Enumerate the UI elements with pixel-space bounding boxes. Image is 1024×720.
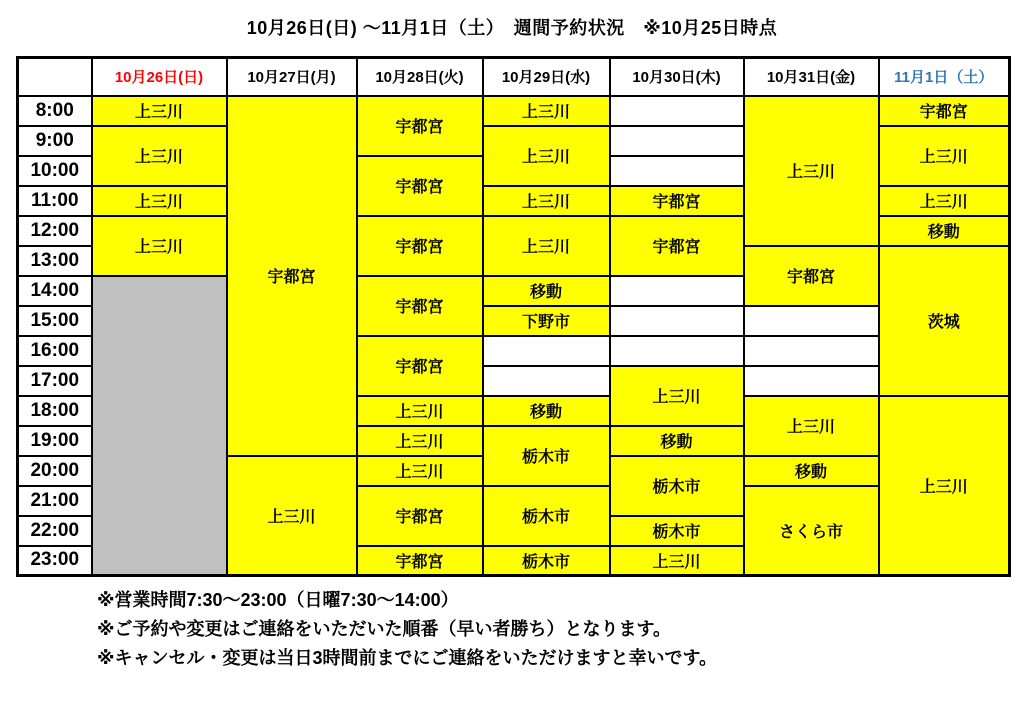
schedule-row xyxy=(18,96,1010,126)
time-label-15: 23:00 xyxy=(18,546,92,576)
schedule-cell: 宇都宮 xyxy=(357,96,483,156)
weekly-schedule-table xyxy=(16,56,1011,577)
header-date-2: 10月28日(火) xyxy=(357,58,483,96)
schedule-cell: 宇都宮 xyxy=(357,546,483,576)
schedule-cell: 栃木市 xyxy=(483,426,610,486)
header-row xyxy=(18,58,1010,96)
schedule-cell: 栃木市 xyxy=(610,456,744,516)
schedule-cell: 上三川 xyxy=(357,456,483,486)
schedule-cell: 宇都宮 xyxy=(357,156,483,216)
schedule-cell: 上三川 xyxy=(92,96,227,126)
time-label-11: 19:00 xyxy=(18,426,92,456)
schedule-cell: 上三川 xyxy=(357,426,483,456)
time-label-13: 21:00 xyxy=(18,486,92,516)
schedule-cell xyxy=(92,276,227,576)
schedule-cell: 宇都宮 xyxy=(744,246,879,306)
schedule-cell: 上三川 xyxy=(744,396,879,456)
time-label-4: 12:00 xyxy=(18,216,92,246)
schedule-cell: 栃木市 xyxy=(483,546,610,576)
footnotes xyxy=(97,586,1024,673)
schedule-cell: 上三川 xyxy=(227,456,357,576)
time-label-14: 22:00 xyxy=(18,516,92,546)
time-label-8: 16:00 xyxy=(18,336,92,366)
schedule-cell xyxy=(610,276,744,306)
schedule-cell: 移動 xyxy=(483,396,610,426)
time-label-1: 9:00 xyxy=(18,126,92,156)
schedule-page xyxy=(0,14,1024,673)
schedule-cell: 上三川 xyxy=(483,216,610,276)
schedule-cell xyxy=(483,366,610,396)
schedule-cell: 上三川 xyxy=(610,546,744,576)
schedule-cell: 上三川 xyxy=(483,126,610,186)
schedule-cell: 上三川 xyxy=(744,96,879,246)
schedule-cell: 栃木市 xyxy=(483,486,610,546)
schedule-cell: 移動 xyxy=(744,456,879,486)
schedule-cell: 茨城 xyxy=(879,246,1010,396)
footnote-business-hours: ※営業時間7:30～23:00（日曜7:30～14:00） xyxy=(97,590,459,610)
header-date-0: 10月26日(日) xyxy=(92,58,227,96)
time-label-10: 18:00 xyxy=(18,396,92,426)
schedule-cell: 上三川 xyxy=(92,216,227,276)
schedule-cell: さくら市 xyxy=(744,486,879,576)
schedule-cell: 上三川 xyxy=(879,396,1010,576)
schedule-cell: 上三川 xyxy=(879,186,1010,216)
schedule-cell: 上三川 xyxy=(92,126,227,186)
schedule-cell: 上三川 xyxy=(92,186,227,216)
schedule-cell xyxy=(744,306,879,336)
schedule-cell: 宇都宮 xyxy=(357,336,483,396)
schedule-cell: 栃木市 xyxy=(610,516,744,546)
schedule-cell: 下野市 xyxy=(483,306,610,336)
time-label-5: 13:00 xyxy=(18,246,92,276)
schedule-cell: 宇都宮 xyxy=(357,216,483,276)
schedule-cell xyxy=(610,126,744,156)
header-date-6: 11月1日（土） xyxy=(879,58,1010,96)
page-title: 10月26日(日) ～11月1日（土） 週間予約状況 ※10月25日時点 xyxy=(246,18,778,38)
schedule-cell: 上三川 xyxy=(483,96,610,126)
time-label-0: 8:00 xyxy=(18,96,92,126)
schedule-cell: 上三川 xyxy=(357,396,483,426)
footnote-cancellation: ※キャンセル・変更は当日3時間前までにご連絡をいただけますと幸いです。 xyxy=(97,648,718,668)
schedule-cell: 宇都宮 xyxy=(879,96,1010,126)
schedule-cell: 移動 xyxy=(483,276,610,306)
schedule-cell: 宇都宮 xyxy=(227,96,357,456)
schedule-cell xyxy=(610,156,744,186)
time-label-2: 10:00 xyxy=(18,156,92,186)
header-date-3: 10月29日(水) xyxy=(483,58,610,96)
schedule-cell: 宇都宮 xyxy=(357,486,483,546)
schedule-cell: 宇都宮 xyxy=(357,276,483,336)
schedule-cell: 上三川 xyxy=(483,186,610,216)
schedule-cell: 上三川 xyxy=(610,366,744,426)
time-label-9: 17:00 xyxy=(18,366,92,396)
schedule-cell xyxy=(744,336,879,366)
schedule-cell: 移動 xyxy=(610,426,744,456)
schedule-cell xyxy=(744,366,879,396)
schedule-cell xyxy=(610,96,744,126)
schedule-cell: 上三川 xyxy=(879,126,1010,186)
header-date-4: 10月30日(木) xyxy=(610,58,744,96)
header-corner-cell xyxy=(18,58,92,96)
time-label-6: 14:00 xyxy=(18,276,92,306)
time-label-3: 11:00 xyxy=(18,186,92,216)
header-date-1: 10月27日(月) xyxy=(227,58,357,96)
schedule-cell: 宇都宮 xyxy=(610,186,744,216)
time-label-12: 20:00 xyxy=(18,456,92,486)
schedule-cell: 宇都宮 xyxy=(610,216,744,276)
schedule-cell xyxy=(610,336,744,366)
header-date-5: 10月31日(金) xyxy=(744,58,879,96)
schedule-cell xyxy=(483,336,610,366)
time-label-7: 15:00 xyxy=(18,306,92,336)
footnote-reservation-order: ※ご予約や変更はご連絡をいただいた順番（早い者勝ち）となります。 xyxy=(97,619,672,639)
schedule-cell xyxy=(610,306,744,336)
schedule-cell: 移動 xyxy=(879,216,1010,246)
